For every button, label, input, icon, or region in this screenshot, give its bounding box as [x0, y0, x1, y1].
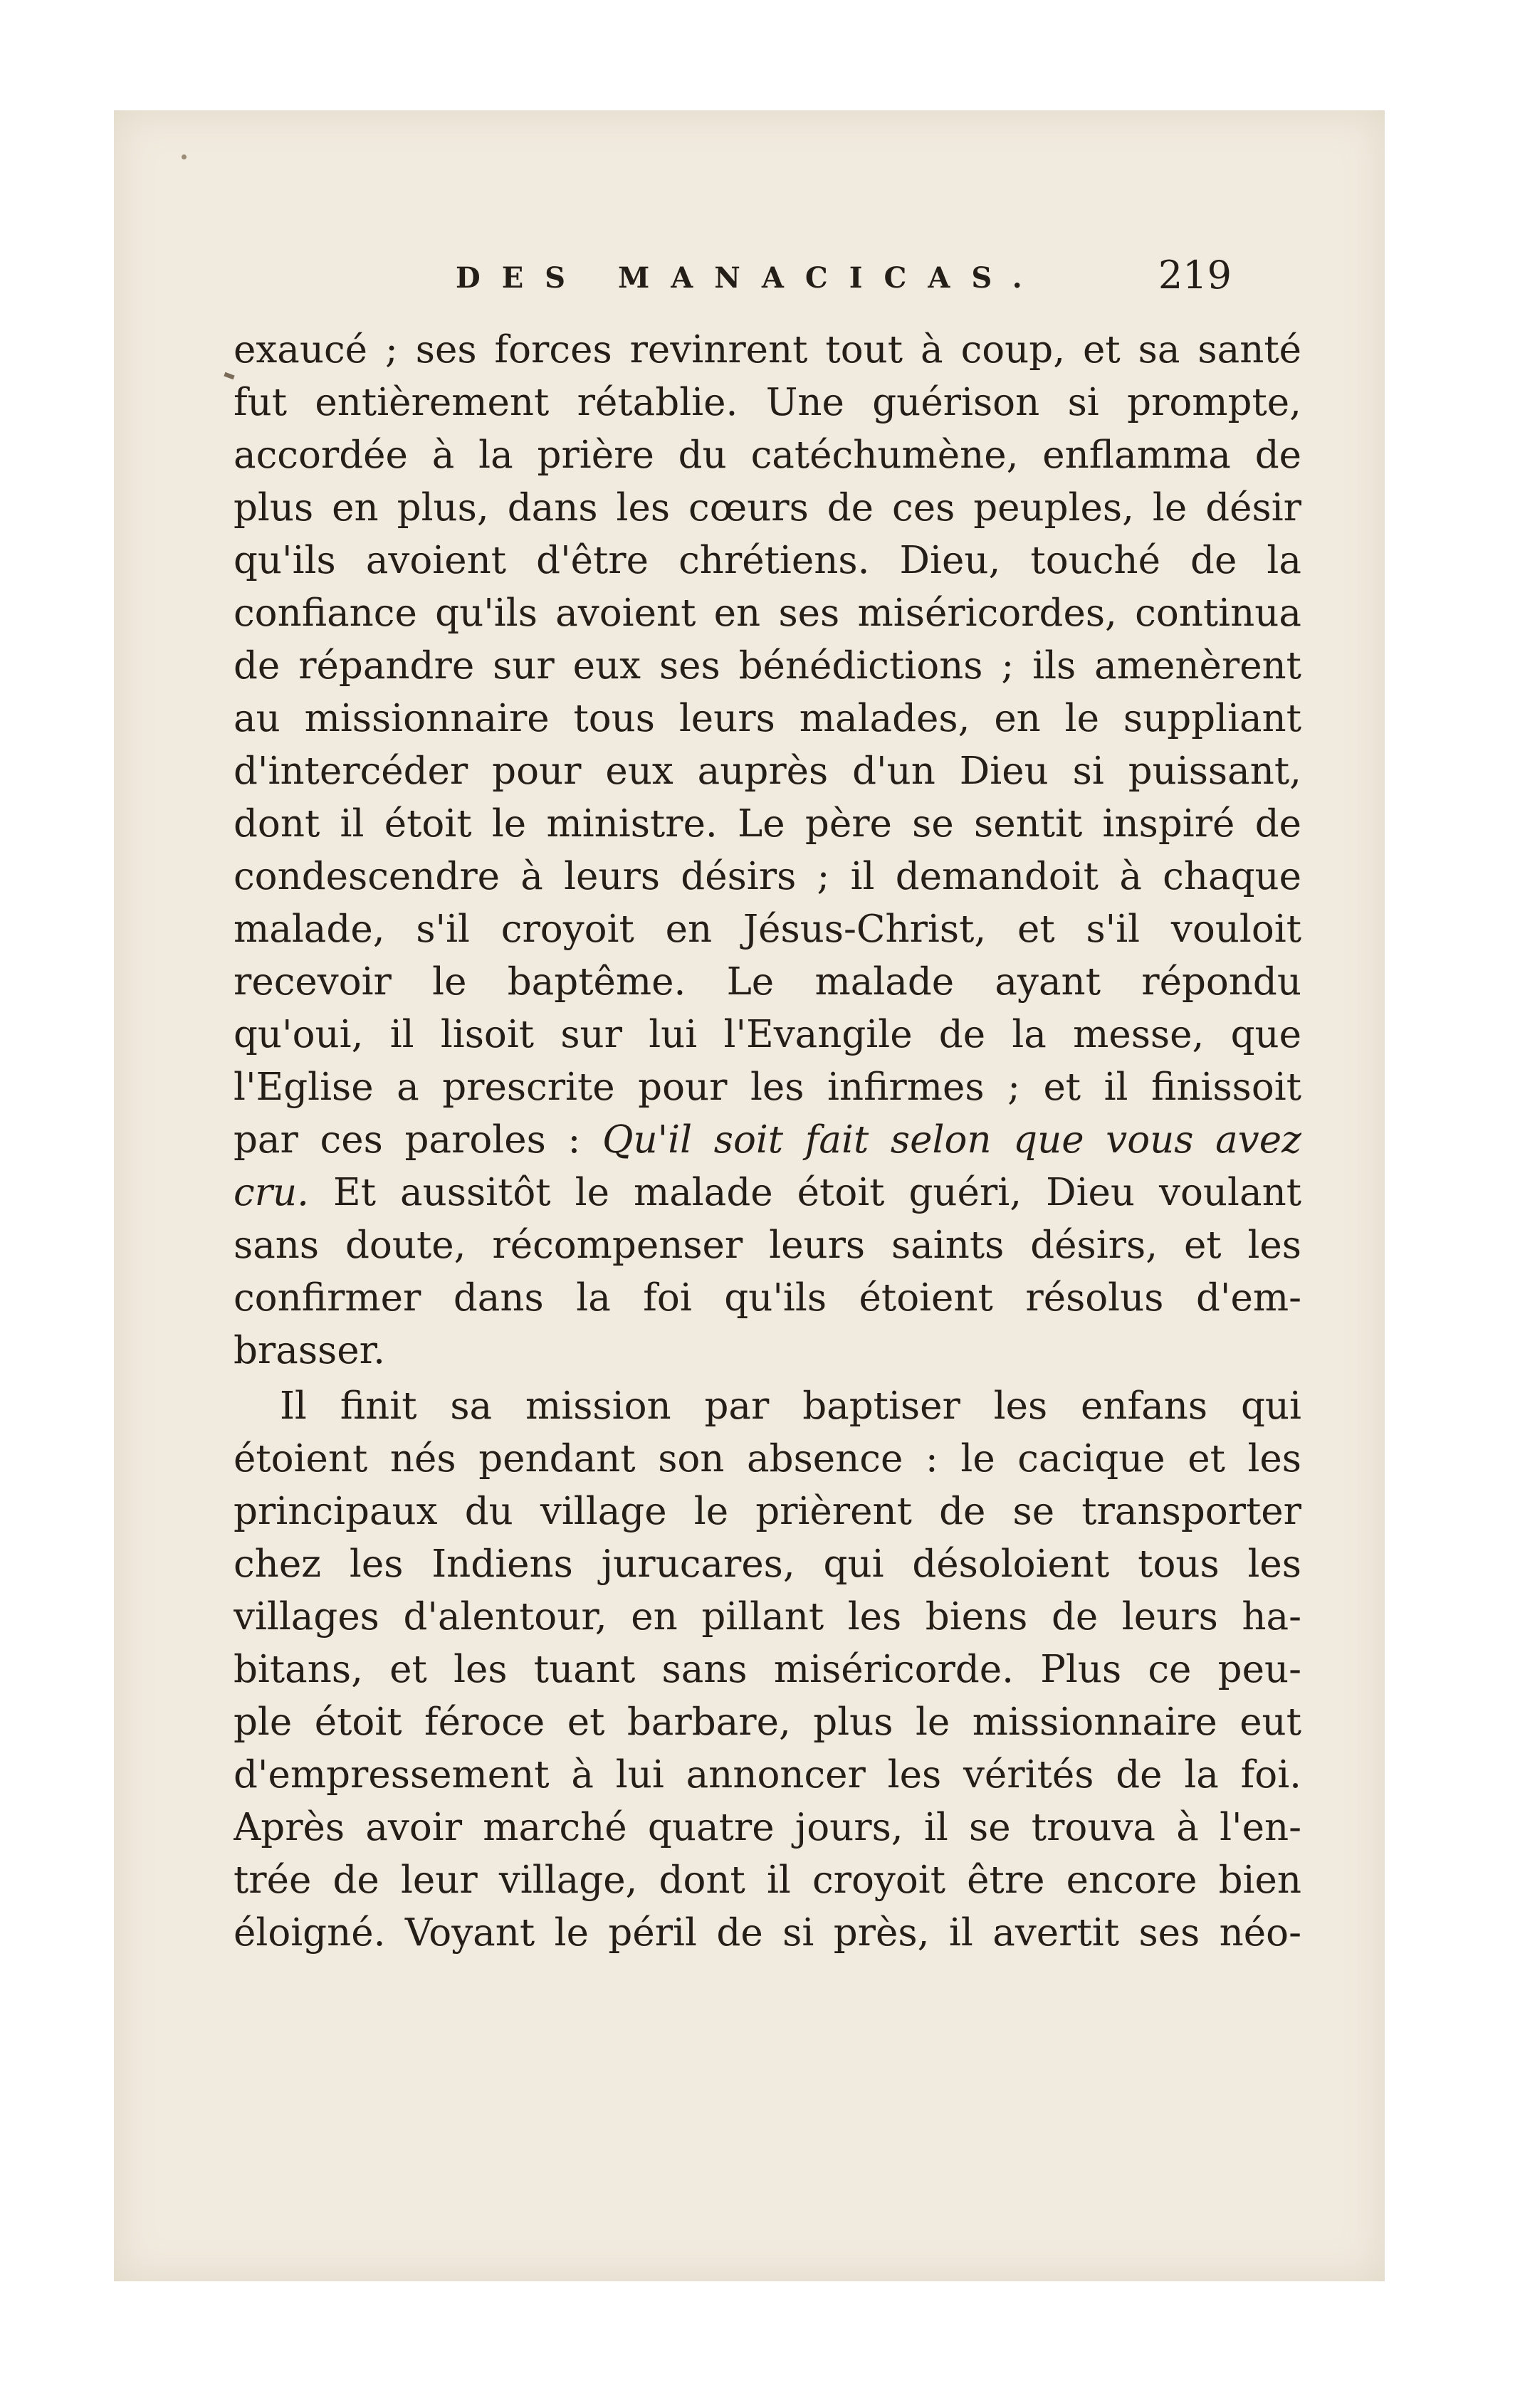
text-line: éloigné. Voyant le péril de si près, il avertit ses néo- [234, 1911, 1301, 1955]
text-line: accordée à la prière du catéchumène, enflamma de [234, 433, 1301, 477]
text-line: bitans, et les tuant sans miséricorde. Plus ce peu- [234, 1648, 1301, 1691]
text-line: fut entièrement rétablie. Une guérison si prompte, [234, 381, 1301, 424]
text-line: plus en plus, dans les cœurs de ces peuples, le désir [234, 486, 1301, 530]
running-head: DES MANACICAS. [456, 261, 1044, 295]
paragraph-2 [234, 1380, 1301, 1960]
text-line: brasser. [234, 1329, 385, 1372]
text-line: principaux du village le prièrent de se transporter [234, 1490, 1301, 1533]
text-line: confiance qu'ils avoient en ses miséricordes, continua [234, 592, 1301, 635]
text-line: recevoir le baptême. Le malade ayant répondu [234, 960, 1301, 1004]
text-line-quote-start [234, 1114, 1301, 1167]
text-line: Il finit sa mission par baptiser les enfans qui [280, 1384, 1301, 1428]
text-line: l'Eglise a prescrite pour les infirmes ; et il finissoit [234, 1066, 1301, 1109]
text-line: condescendre à leurs désirs ; il demandoit à chaque [234, 855, 1301, 898]
text-line: d'empressement à lui annoncer les vérités de la foi. [234, 1753, 1301, 1797]
text-line: malade, s'il croyoit en Jésus-Christ, et s'il vouloit [234, 908, 1301, 951]
text-line: au missionnaire tous leurs malades, en le suppliant [234, 697, 1301, 740]
text-line: trée de leur village, dont il croyoit être encore bien [234, 1858, 1301, 1902]
page-header [456, 253, 1232, 310]
italic-quote: Qu'il soit fait selon que vous avez [602, 1118, 1301, 1162]
paper-speck [182, 154, 187, 159]
text-line: qu'oui, il lisoit sur lui l'Evangile de la messe, que [234, 1013, 1301, 1056]
page-number: 219 [1158, 253, 1232, 298]
text-line: d'intercéder pour eux auprès d'un Dieu si puissant, [234, 750, 1301, 793]
text-line: chez les Indiens jurucares, qui désoloient tous les [234, 1542, 1301, 1586]
text-line: étoient nés pendant son absence : le cacique et les [234, 1437, 1301, 1481]
body-text [234, 324, 1301, 1960]
text-line: Après avoir marché quatre jours, il se trouva à l'en- [234, 1806, 1301, 1849]
text-line: qu'ils avoient d'être chrétiens. Dieu, touché de la [234, 539, 1301, 582]
text-line: confirmer dans la foi qu'ils étoient résolus d'em- [234, 1276, 1301, 1320]
book-page [114, 110, 1385, 2281]
italic-quote: cru. [234, 1171, 309, 1214]
text-line-quote-end [234, 1167, 1301, 1219]
text-line: exaucé ; ses forces revinrent tout à coup, et sa santé [234, 328, 1301, 372]
text-line: de répandre sur eux ses bénédictions ; ils amenèrent [234, 644, 1301, 688]
text-line: villages d'alentour, en pillant les biens de leurs ha- [234, 1595, 1301, 1639]
text-line: dont il étoit le ministre. Le père se sentit inspiré de [234, 802, 1301, 846]
text-span: Et aussitôt le malade étoit guéri, Dieu voulant [309, 1171, 1301, 1214]
text-line: ple étoit féroce et barbare, plus le missionnaire eut [234, 1700, 1301, 1744]
paragraph-1 [234, 324, 1301, 1377]
text-span: par ces paroles : [234, 1118, 602, 1162]
text-line: sans doute, récompenser leurs saints désirs, et les [234, 1224, 1301, 1267]
